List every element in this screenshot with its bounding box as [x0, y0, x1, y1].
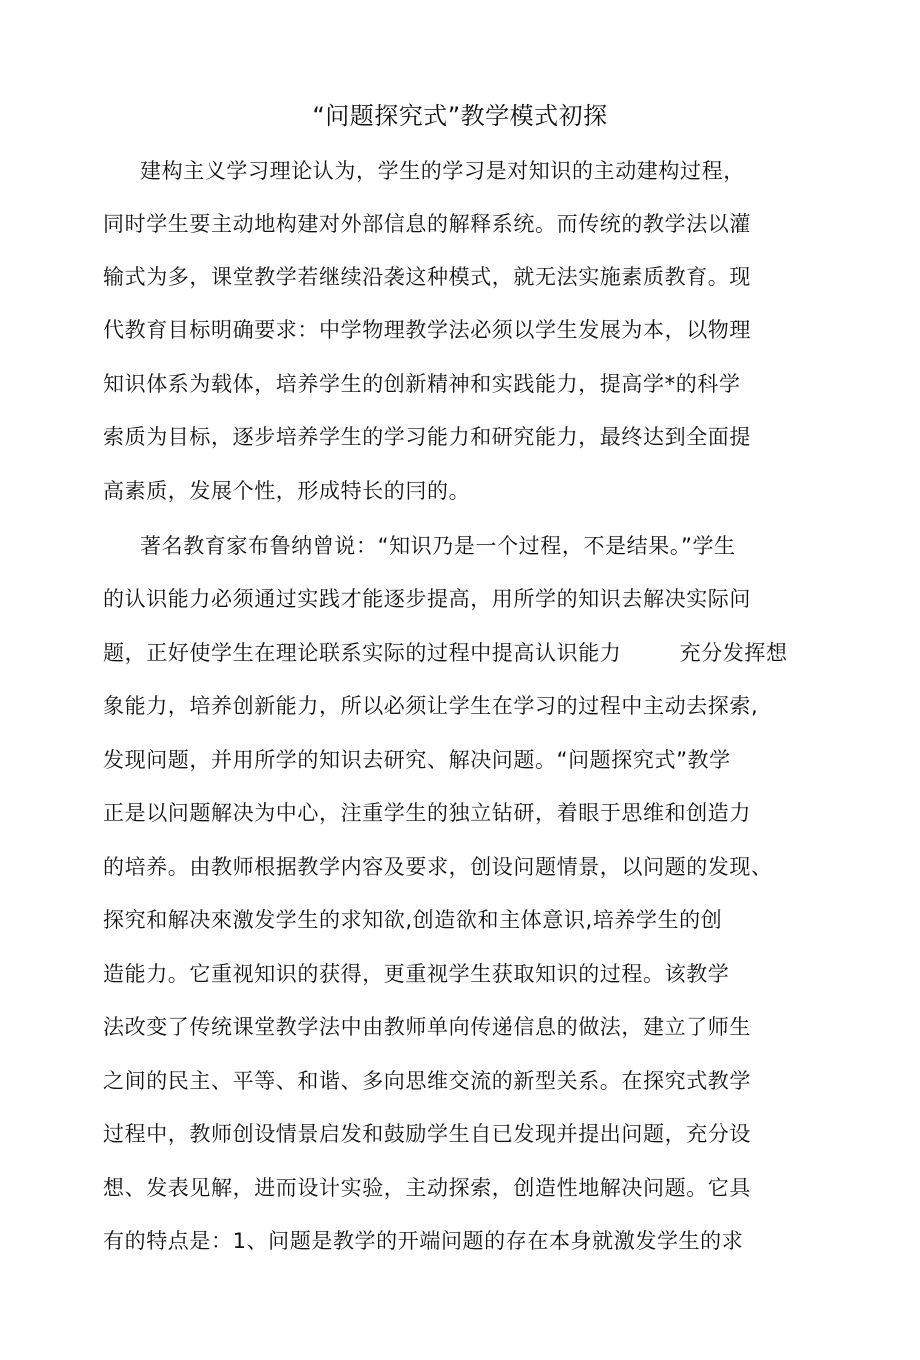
text-line-2: 同时学生要主动地构建对外部信息的解释系统。而传统的教学法以灌	[103, 212, 751, 236]
text-line-15: 探究和解决來激发学生的求知欲,创造欲和主体意识,培养学生的创	[103, 908, 723, 932]
text-line-3: 输式为多，课堂教学若继续沿袭这种模式，就无法实施素质教育。现	[103, 265, 751, 289]
text-line-18: 之间的民主、平等、和谐、多向思维交流的新型关系。在探究式教学	[103, 1069, 751, 1093]
text-line-11: 象能力，培养创新能力，所以必须让学生在学习的过程中主动去探索,	[103, 694, 759, 718]
text-line-17: 法改变了传统课堂教学法中由教师单向传递信息的做法，建立了师生	[103, 1015, 751, 1039]
text-line-9: 的认识能力必须通过实践才能逐步提高，用所学的知识去解决实际问	[103, 587, 751, 611]
text-line-21: 有的特点是：1、问题是教学的开端问题的存在本身就激发学生的求	[103, 1229, 744, 1253]
text-line-5: 知识体系为载体，培养学生的创新精神和实践能力，提高学*的科学	[103, 372, 741, 396]
document-title: “问题探究式”教学模式初探	[312, 102, 608, 130]
text-line-12: 发现问题，并用所学的知识去研究、解决问题。“问题探究式”教学	[103, 748, 731, 772]
text-line-13: 正是以问题解决为中心，注重学生的独立钻研，着眼于思维和创造力	[103, 801, 751, 825]
text-line-8: 著名教育家布鲁纳曾说：“知识乃是一个过程，不是结果。”学生	[140, 534, 736, 558]
text-line-10: 题，正好使学生在理论联系实际的过程中提高认识能力 充分发挥想	[103, 641, 788, 665]
text-line-1: 建构主义学习理论认为，学生的学习是对知识的主动建构过程，	[140, 159, 745, 183]
text-line-20: 想、发表见解，进而设计实验，主动探索，创造性地解决问题。它具	[103, 1176, 751, 1200]
text-line-14: 的培养。由教师根据教学内容及要求，创设问题情景，以问题的发现、	[103, 855, 773, 879]
text-line-6: 索质为目标，逐步培养学生的学习能力和研究能力，最终达到全面提	[103, 425, 751, 449]
text-line-19: 过程中，教师创设情景启发和鼓励学生自已发现并提出问题，充分设	[103, 1122, 751, 1146]
text-line-4: 代教育目标明确要求：中学物理教学法必须以学生发展为本，以物理	[103, 318, 751, 342]
text-line-7: 高素质，发展个性，形成特长的冃的。	[103, 479, 471, 503]
text-line-16: 造能力。它重视知识的获得，更重视学生获取知识的过程。该教学	[103, 962, 730, 986]
